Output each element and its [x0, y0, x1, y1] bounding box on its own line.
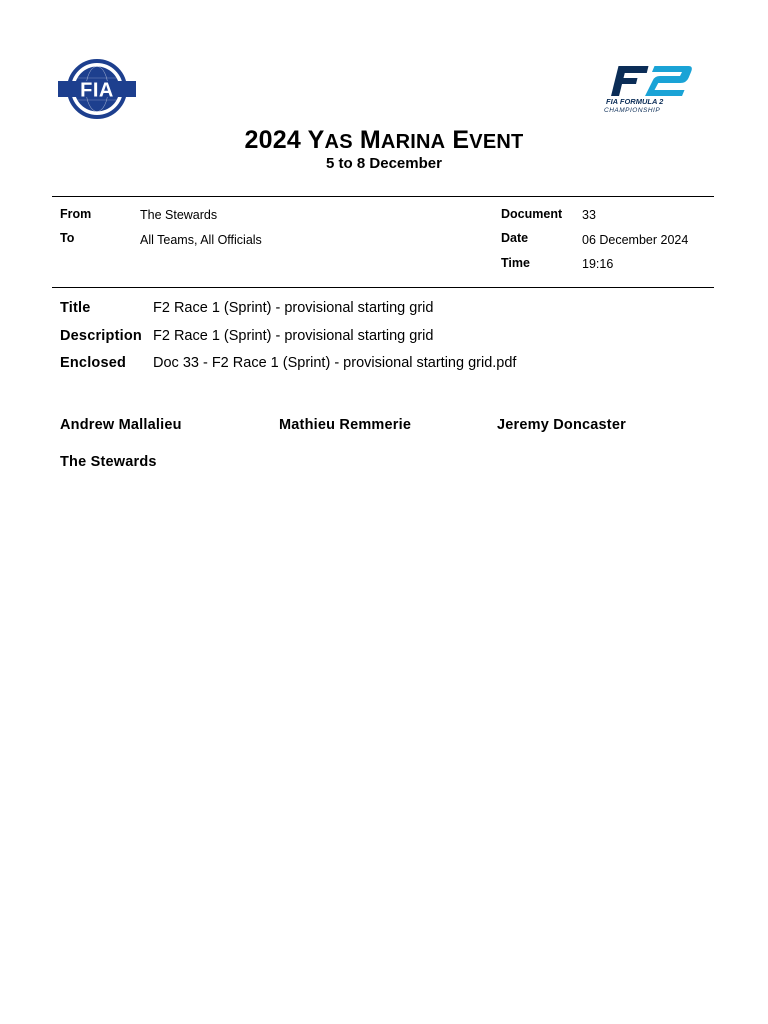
- divider-bottom: [52, 287, 714, 288]
- event-dates: 5 to 8 December: [326, 155, 442, 172]
- fia-logo-text: FIA: [80, 79, 114, 102]
- event-title-block: [0, 124, 768, 172]
- enclosed-value: Doc 33 - F2 Race 1 (Sprint) - provisional starting grid.pdf: [153, 355, 517, 371]
- from-label: From: [60, 207, 92, 221]
- time-label: Time: [501, 256, 530, 270]
- document-label: Document: [501, 207, 563, 221]
- steward-name: Jeremy Doncaster: [497, 417, 626, 433]
- divider-top: [52, 196, 714, 197]
- f2-logo-subtitle-1: FIA FORMULA 2: [606, 97, 664, 106]
- stewards-signature: The Stewards: [60, 454, 157, 470]
- time-value: 19:16: [582, 257, 614, 271]
- date-value: 06 December 2024: [582, 233, 689, 247]
- steward-name: Andrew Mallalieu: [60, 417, 182, 433]
- f2-championship-logo: [598, 60, 714, 114]
- document-value: 33: [582, 208, 596, 222]
- title-value: F2 Race 1 (Sprint) - provisional starting grid: [153, 300, 434, 316]
- f2-logo-subtitle-2: CHAMPIONSHIP: [604, 107, 661, 114]
- description-label: Description: [60, 328, 142, 344]
- description-value: F2 Race 1 (Sprint) - provisional starting grid: [153, 328, 434, 344]
- title-label: Title: [60, 300, 91, 316]
- to-value: All Teams, All Officials: [140, 233, 262, 247]
- to-label: To: [60, 231, 75, 245]
- from-value: The Stewards: [140, 208, 218, 222]
- enclosed-label: Enclosed: [60, 355, 127, 371]
- event-title: 2024 YAS MARINA EVENT: [244, 126, 524, 154]
- fia-logo: [52, 59, 142, 119]
- steward-name: Mathieu Remmerie: [279, 417, 412, 433]
- date-label: Date: [501, 231, 529, 245]
